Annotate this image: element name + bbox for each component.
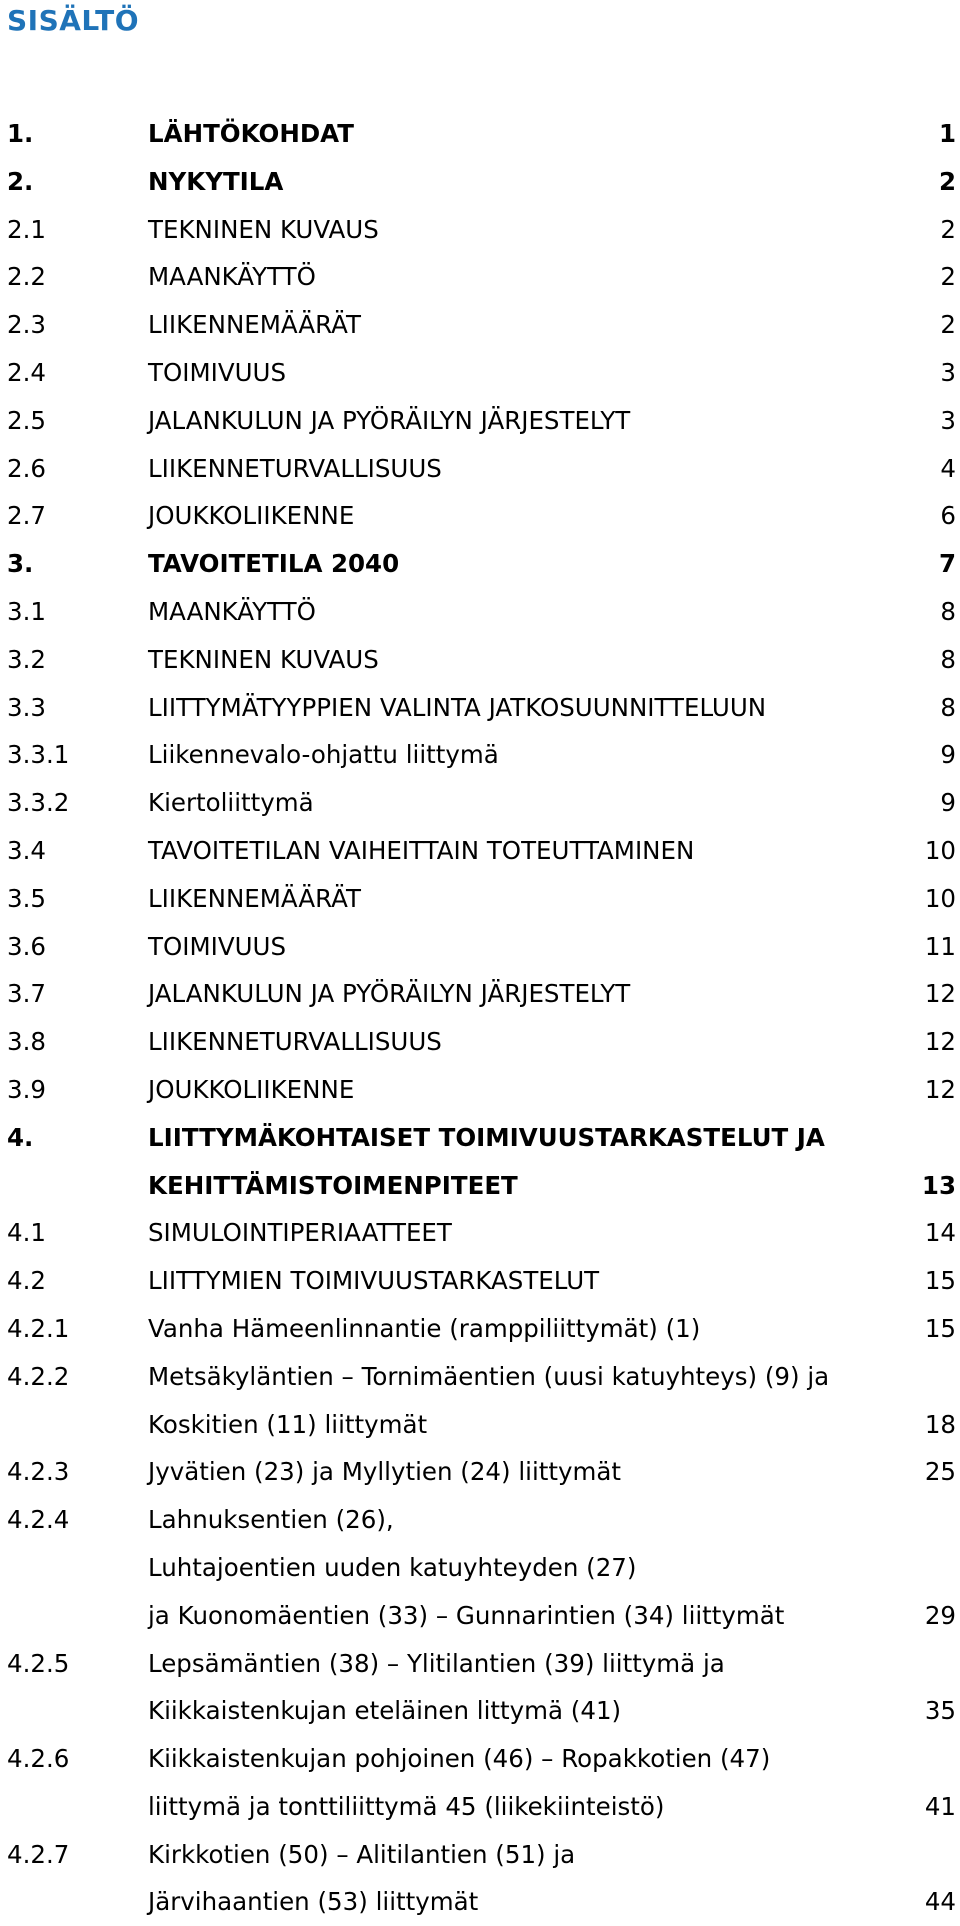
toc-line	[0, 1401, 960, 1449]
toc-title: Järvihaantien (53) liittymät	[148, 1887, 479, 1917]
toc-page-number: 4	[940, 453, 956, 483]
toc-line	[0, 253, 960, 301]
toc-number: 3.6	[7, 931, 46, 961]
toc-number: 3.3	[7, 692, 46, 722]
toc-entry[interactable]	[0, 1114, 960, 1210]
toc-page-number: 6	[940, 501, 956, 531]
toc-line	[0, 779, 960, 827]
toc-title: LIIKENNETURVALLISUUS	[148, 1027, 442, 1057]
toc-page-number: 12	[924, 1027, 956, 1057]
toc-title: TAVOITETILA 2040	[148, 549, 400, 579]
toc-line	[0, 1735, 960, 1783]
toc-line	[0, 684, 960, 732]
toc-page-number: 25	[924, 1457, 956, 1487]
toc-entry[interactable]	[0, 492, 960, 540]
toc-entry[interactable]	[0, 970, 960, 1018]
toc-page-number: 15	[924, 1266, 956, 1296]
page-title: SISÄLTÖ	[7, 4, 140, 37]
toc-title: liittymä ja tonttiliittymä 45 (liikekiinteistö)	[148, 1791, 665, 1821]
toc-entry[interactable]	[0, 1448, 960, 1496]
toc-title: LIIKENNETURVALLISUUS	[148, 453, 442, 483]
toc-number: 4.	[7, 1122, 34, 1152]
toc-line	[0, 827, 960, 875]
toc-line	[0, 636, 960, 684]
toc-line	[0, 875, 960, 923]
toc-number: 4.2.5	[7, 1648, 70, 1678]
toc-line	[0, 397, 960, 445]
toc-title: JOUKKOLIIKENNE	[148, 1074, 355, 1104]
toc-title: Metsäkyläntien – Tornimäentien (uusi katuyhteys) (9) ja	[148, 1361, 830, 1391]
toc-line	[0, 1305, 960, 1353]
toc-page-number: 41	[924, 1791, 956, 1821]
toc-page-number: 9	[940, 788, 956, 818]
toc-entry[interactable]	[0, 636, 960, 684]
toc-line	[0, 1878, 960, 1926]
toc-entry[interactable]	[0, 540, 960, 588]
toc-number: 3.	[7, 549, 34, 579]
toc-line	[0, 301, 960, 349]
toc-title: Lepsämäntien (38) – Ylitilantien (39) liittymä ja	[148, 1648, 725, 1678]
toc-entry[interactable]	[0, 1496, 960, 1639]
toc-line	[0, 1353, 960, 1401]
toc-page-number: 10	[924, 835, 956, 865]
toc-number: 4.2.6	[7, 1744, 70, 1774]
toc-number: 3.9	[7, 1074, 46, 1104]
toc-page-number: 8	[940, 644, 956, 674]
toc-line	[0, 1640, 960, 1688]
toc-line	[0, 1066, 960, 1114]
toc-page-number: 12	[924, 1074, 956, 1104]
toc-page-number: 7	[938, 549, 956, 579]
toc-number: 2.4	[7, 357, 46, 387]
toc-page-number: 13	[921, 1170, 956, 1200]
toc-number: 4.2.7	[7, 1839, 70, 1869]
toc-page-number: 12	[924, 979, 956, 1009]
toc-title: SIMULOINTIPERIAATTEET	[148, 1218, 452, 1248]
toc-number: 2.3	[7, 310, 46, 340]
toc-number: 4.2.2	[7, 1361, 70, 1391]
toc-page-number: 8	[940, 692, 956, 722]
toc-page-number: 2	[938, 166, 956, 196]
toc-number: 4.1	[7, 1218, 46, 1248]
toc-title: TOIMIVUUS	[148, 931, 287, 961]
toc-number: 3.3.2	[7, 788, 70, 818]
toc-page-number: 2	[940, 262, 956, 292]
toc-page-number: 15	[924, 1313, 956, 1343]
toc-entry[interactable]	[0, 1353, 960, 1449]
toc-title: TEKNINEN KUVAUS	[148, 214, 379, 244]
toc-page-number: 44	[924, 1887, 956, 1917]
toc-page-number: 29	[924, 1600, 956, 1630]
toc-title: Jyvätien (23) ja Myllytien (24) liittymät	[148, 1457, 621, 1487]
toc-entry[interactable]	[0, 445, 960, 493]
toc-entry[interactable]	[0, 1257, 960, 1305]
toc-number: 2.2	[7, 262, 46, 292]
toc-title: TOIMIVUUS	[148, 357, 287, 387]
toc-entry[interactable]	[0, 349, 960, 397]
toc-entry[interactable]	[0, 923, 960, 971]
toc-number: 4.2.4	[7, 1505, 70, 1535]
toc-title: LIIKENNEMÄÄRÄT	[148, 310, 361, 340]
toc-page-number: 18	[924, 1409, 956, 1439]
toc-page-number: 10	[924, 883, 956, 913]
toc-title: NYKYTILA	[148, 166, 284, 196]
toc-number: 3.1	[7, 596, 46, 626]
toc-page-number: 2	[940, 214, 956, 244]
toc-title: Luhtajoentien uuden katuyhteyden (27)	[148, 1552, 637, 1582]
toc-title: Koskitien (11) liittymät	[148, 1409, 428, 1439]
toc-page-number: 11	[924, 931, 956, 961]
toc-number: 1.	[7, 119, 34, 148]
toc-page-number: 2	[940, 310, 956, 340]
toc-title: Kiikkaistenkujan pohjoinen (46) – Ropakkotien (47)	[148, 1744, 771, 1774]
toc-line	[0, 445, 960, 493]
toc-number: 4.2.1	[7, 1313, 70, 1343]
toc-number: 2.6	[7, 453, 46, 483]
toc-title: Vanha Hämeenlinnantie (ramppiliittymät) (1)	[148, 1313, 701, 1343]
toc-page-number: 3	[940, 357, 956, 387]
toc-entry[interactable]	[0, 827, 960, 875]
toc-entry[interactable]	[0, 588, 960, 636]
toc-entry[interactable]	[0, 731, 960, 779]
toc-title: Kiikkaistenkujan eteläinen littymä (41)	[148, 1696, 622, 1726]
toc-page-number: 35	[924, 1696, 956, 1726]
toc-entry[interactable]	[0, 684, 960, 732]
toc-page-number: 9	[940, 740, 956, 770]
toc-number: 3.3.1	[7, 740, 70, 770]
toc-line	[0, 1783, 960, 1831]
toc-number: 2.7	[7, 501, 46, 531]
toc-entry[interactable]	[0, 397, 960, 445]
toc-entry[interactable]	[0, 1831, 960, 1926]
toc-line	[0, 1114, 960, 1162]
toc-number: 3.4	[7, 835, 46, 865]
toc-title: Lahnuksentien (26),	[148, 1505, 394, 1535]
toc-line	[0, 492, 960, 540]
toc-entry[interactable]	[0, 779, 960, 827]
toc-title: TEKNINEN KUVAUS	[148, 644, 379, 674]
toc-page-number: 1	[938, 119, 956, 148]
toc-line	[0, 1496, 960, 1544]
toc-line	[0, 588, 960, 636]
toc-title: LÄHTÖKOHDAT	[148, 119, 354, 148]
toc-line	[0, 731, 960, 779]
toc-line	[0, 1687, 960, 1735]
toc-entry[interactable]	[0, 1735, 960, 1831]
toc-title: LIITTYMÄTYYPPIEN VALINTA JATKOSUUNNITTELUUN	[148, 692, 767, 722]
toc-line	[0, 158, 960, 206]
toc-number: 3.7	[7, 979, 46, 1009]
toc-title: JALANKULUN JA PYÖRÄILYN JÄRJESTELYT	[148, 405, 631, 435]
toc-entry[interactable]	[0, 301, 960, 349]
toc-entry[interactable]	[0, 158, 960, 206]
toc-title: LIITTYMIEN TOIMIVUUSTARKASTELUT	[148, 1266, 600, 1296]
toc-line	[0, 1831, 960, 1879]
toc-title: ja Kuonomäentien (33) – Gunnarintien (34) liittymät	[148, 1600, 785, 1630]
toc-line	[0, 110, 960, 158]
toc-title: Kirkkotien (50) – Alitilantien (51) ja	[148, 1839, 576, 1869]
toc-title: LIIKENNEMÄÄRÄT	[148, 883, 361, 913]
toc-entry[interactable]	[0, 1305, 960, 1353]
toc-entry[interactable]	[0, 253, 960, 301]
toc-line	[0, 1018, 960, 1066]
toc-number: 4.2.3	[7, 1457, 70, 1487]
toc-page-number: 3	[940, 405, 956, 435]
toc-entry[interactable]	[0, 110, 960, 158]
table-of-contents	[0, 110, 960, 1926]
toc-number: 3.2	[7, 644, 46, 674]
toc-number: 3.8	[7, 1027, 46, 1057]
toc-title: Liikennevalo-ohjattu liittymä	[148, 740, 499, 770]
toc-page-number: 8	[940, 596, 956, 626]
toc-entry[interactable]	[0, 1640, 960, 1736]
toc-title: LIITTYMÄKOHTAISET TOIMIVUUSTARKASTELUT JA	[148, 1122, 825, 1152]
toc-title: KEHITTÄMISTOIMENPITEET	[148, 1170, 518, 1200]
toc-line	[0, 970, 960, 1018]
toc-line	[0, 1209, 960, 1257]
toc-title: MAANKÄYTTÖ	[148, 262, 316, 292]
toc-title: JALANKULUN JA PYÖRÄILYN JÄRJESTELYT	[148, 979, 631, 1009]
toc-title: JOUKKOLIIKENNE	[148, 501, 355, 531]
toc-line	[0, 1257, 960, 1305]
toc-title: TAVOITETILAN VAIHEITTAIN TOTEUTTAMINEN	[148, 835, 695, 865]
toc-entry[interactable]	[0, 206, 960, 254]
toc-line	[0, 1592, 960, 1640]
toc-line	[0, 540, 960, 588]
toc-number: 2.5	[7, 405, 46, 435]
toc-entry[interactable]	[0, 875, 960, 923]
toc-number: 2.1	[7, 214, 46, 244]
toc-title: MAANKÄYTTÖ	[148, 596, 316, 626]
toc-line	[0, 206, 960, 254]
toc-number: 4.2	[7, 1266, 46, 1296]
toc-line	[0, 1162, 960, 1210]
toc-line	[0, 1448, 960, 1496]
toc-number: 3.5	[7, 883, 46, 913]
toc-entry[interactable]	[0, 1066, 960, 1114]
toc-page-number: 14	[924, 1218, 956, 1248]
toc-entry[interactable]	[0, 1209, 960, 1257]
toc-line	[0, 349, 960, 397]
toc-title: Kiertoliittymä	[148, 788, 314, 818]
toc-line	[0, 923, 960, 971]
toc-number: 2.	[7, 166, 34, 196]
toc-line	[0, 1544, 960, 1592]
toc-entry[interactable]	[0, 1018, 960, 1066]
